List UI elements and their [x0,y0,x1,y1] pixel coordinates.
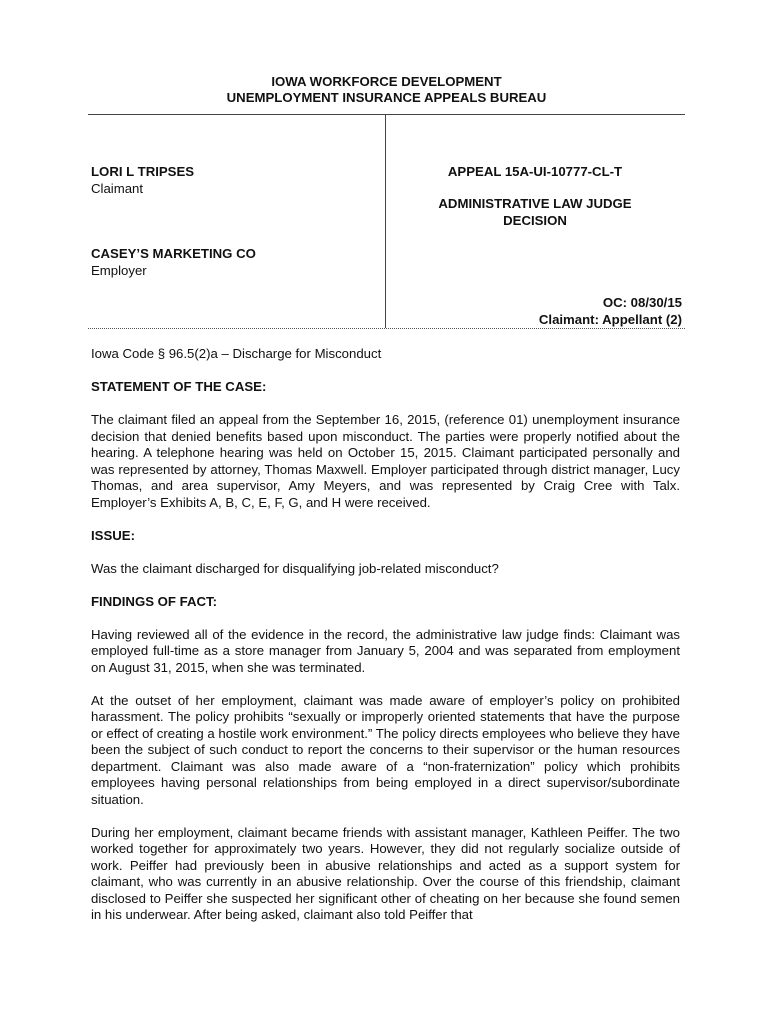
claimant-label: Claimant [91,180,144,196]
employer-label: Employer [91,262,147,278]
bureau-title: UNEMPLOYMENT INSURANCE APPEALS BUREAU [226,90,547,105]
appellant-status: Claimant: Appellant (2) [538,312,682,327]
findings-heading: FINDINGS OF FACT: [91,593,218,609]
decision-body [91,346,680,940]
findings-paragraph-2: At the outset of her employment, claimant was made aware of employer’s policy on prohibited harassment. The policy prohibits “sexually or improperly oriented statements that have the purpose or effect of creating a hostile work environment.” The policy directs employees who believe they have been the subject of such conduct to report the concerns to their supervisor or the human resources department. Claimant was also made aware of a “non-fraternization” policy which prohibits employees having personal relationships from being employed in a direct supervisor/subordinate situation. [91,692,680,807]
appeal-number: APPEAL 15A-UI-10777-CL-T [447,164,623,179]
employer-block [91,246,256,279]
claimant-name: LORI L TRIPSES [91,164,195,179]
oc-date: OC: 08/30/15 [602,295,682,310]
decision-line-1: ADMINISTRATIVE LAW JUDGE [438,196,632,211]
caption-bottom-rule [88,328,685,329]
decision-title [386,196,684,229]
issue-paragraph: Was the claimant discharged for disqualifying job-related misconduct? [91,560,499,576]
document-header [88,74,685,106]
findings-paragraph-1: Having reviewed all of the evidence in the record, the administrative law judge finds: Claimant was employed full-time as a store manager from January 5, 2004 and was separated from employment on August 31, 2015, when she was terminated. [91,626,680,675]
findings-paragraph-3: During her employment, claimant became friends with assistant manager, Kathleen Peiffer. The two worked together for approximately two years. However, they did not regularly socialize outside of work. Peiffer had previously been in abusive relationships and acted as a support system for claimant, who was currently in an abusive relationship. Over the course of this friendship, claimant disclosed to Peiffer she suspected her significant other of cheating on her because she found semen in his underwear. After being asked, claimant also told Peiffer that [91,824,680,922]
employer-name: CASEY’S MARKETING CO [91,246,256,261]
agency-title: IOWA WORKFORCE DEVELOPMENT [271,74,502,89]
claimant-block [91,164,194,197]
statement-paragraph: The claimant filed an appeal from the September 16, 2015, (reference 01) unemployment insurance decision that denied benefits based upon misconduct. The parties were properly notified about the hearing. A telephone hearing was held on October 15, 2015. Claimant participated personally and was represented by attorney, Thomas Maxwell. Employer participated through district manager, Lucy Thomas, and area supervisor, Amy Meyers, and was represented by Craig Cree with Talx. Employer’s Exhibits A, B, C, E, F, G, and H were received. [91,412,680,510]
issue-heading: ISSUE: [91,527,135,543]
statement-heading: STATEMENT OF THE CASE: [91,379,267,394]
decision-line-2: DECISION [503,212,567,228]
code-reference: Iowa Code § 96.5(2)a – Discharge for Misconduct [91,346,382,361]
header-rule [88,114,685,115]
